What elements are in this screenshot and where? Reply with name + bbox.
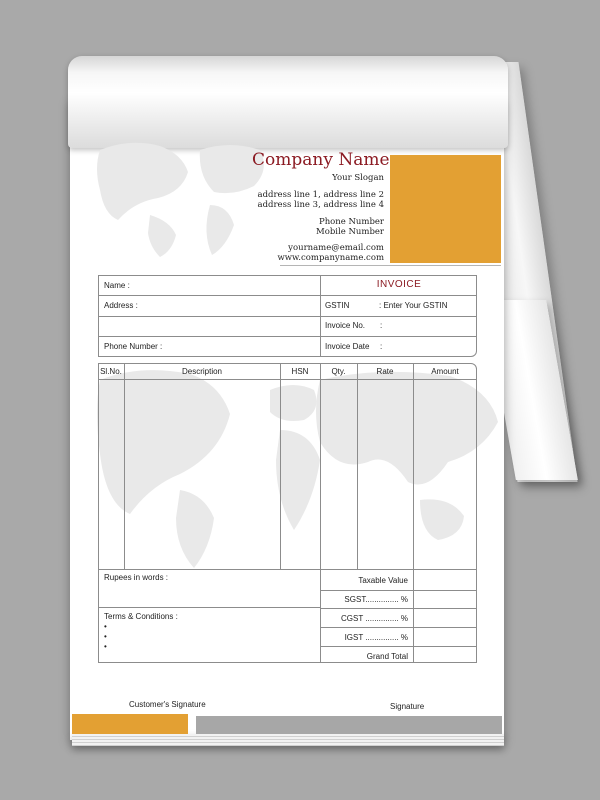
footer-accent-bar (72, 714, 188, 734)
details-row-line (98, 295, 477, 296)
company-website: www.companyname.com (277, 253, 384, 263)
company-address-line-1: address line 1, address line 2 (257, 190, 384, 200)
invoice-number-colon: : (380, 321, 383, 330)
col-amount: Amount (431, 367, 459, 376)
taxable-value-label: Taxable Value (358, 576, 408, 585)
igst-label: IGST ............... % (344, 633, 408, 642)
signature-label: Signature (390, 702, 425, 711)
gstin-value: : Enter Your GSTIN (379, 301, 448, 310)
invoice-title: INVOICE (376, 279, 422, 290)
terms-bullet: • (104, 632, 107, 641)
company-mobile: Mobile Number (316, 227, 384, 237)
col-description: Description (181, 367, 222, 376)
details-row-line (98, 336, 477, 337)
totals-row-line (320, 627, 477, 628)
company-phone: Phone Number (318, 217, 384, 227)
name-label: Name : (104, 281, 130, 290)
items-header-line (98, 379, 477, 380)
col-hsn: HSN (291, 367, 309, 376)
address-label: Address : (104, 301, 138, 310)
col-rate: Rate (376, 367, 394, 376)
phone-label: Phone Number : (104, 342, 163, 351)
col-divider (124, 363, 125, 569)
col-divider (320, 363, 321, 663)
details-row-line (98, 316, 477, 317)
company-name: Company Name (252, 150, 390, 170)
col-divider (413, 363, 414, 663)
header-accent-block (390, 155, 501, 263)
totals-top-line (98, 569, 477, 570)
company-address-line-2: address line 3, address line 4 (257, 200, 384, 210)
invoice-date-colon: : (380, 342, 383, 351)
gstin-label: GSTIN (325, 301, 350, 310)
terms-bullet: • (104, 642, 107, 651)
footer-gray-bar (196, 716, 502, 734)
totals-row-line (320, 590, 477, 591)
cgst-label: CGST ............... % (341, 614, 408, 623)
grand-total-label: Grand Total (366, 652, 408, 661)
rupees-in-words-label: Rupees in words : (104, 573, 169, 582)
col-sl-no: Sl.No. (100, 367, 122, 376)
invoice-date-label: Invoice Date (325, 342, 370, 351)
terms-label: Terms & Conditions : (104, 612, 178, 621)
customer-signature-label: Customer's Signature (129, 700, 206, 709)
header-divider (280, 265, 501, 266)
col-divider (280, 363, 281, 569)
company-email: yourname@email.com (288, 243, 384, 253)
terms-bullet: • (104, 622, 107, 631)
totals-row-line (320, 646, 477, 647)
totals-row-line (320, 608, 477, 609)
company-slogan: Your Slogan (332, 173, 384, 183)
col-qty: Qty. (331, 367, 346, 376)
invoice-number-label: Invoice No. (325, 321, 366, 330)
sgst-label: SGST............... % (344, 595, 408, 604)
col-divider (357, 363, 358, 569)
terms-top-line (98, 607, 320, 608)
